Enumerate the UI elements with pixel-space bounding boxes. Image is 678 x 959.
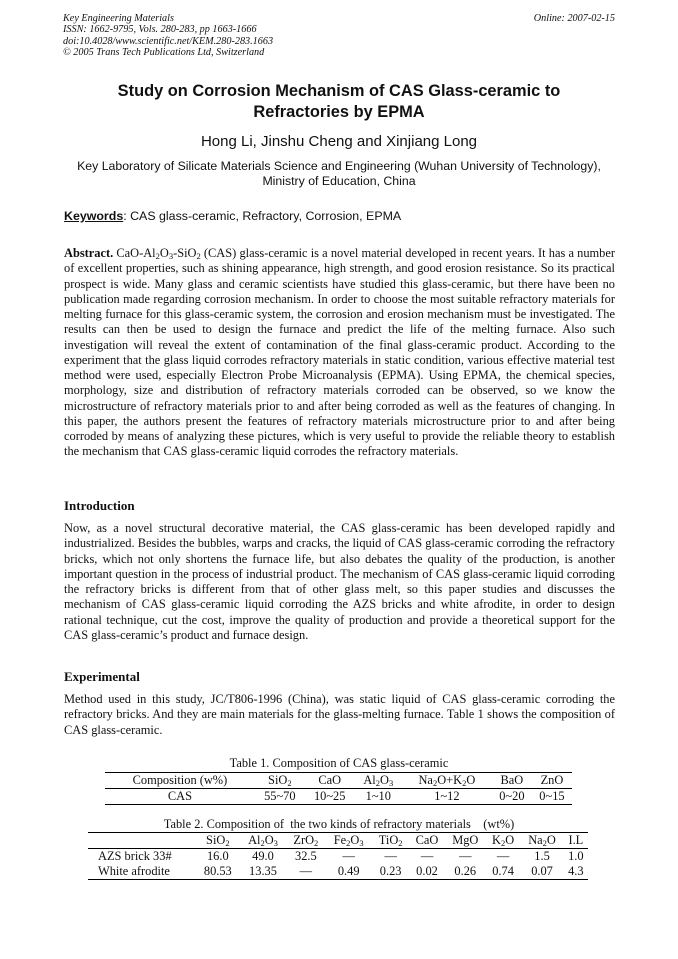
- table-cell: 55~70: [264, 789, 296, 803]
- table-cell: 1~10: [365, 789, 391, 803]
- paper-title: [64, 81, 614, 123]
- table-cell: 0~15: [539, 789, 565, 803]
- keywords-text: CAS glass-ceramic, Refractory, Corrosion, EPMA: [130, 209, 402, 223]
- table-cell: 0~20: [499, 789, 525, 803]
- table1-header-cell: SiO$_2$: [255, 773, 305, 789]
- table-cell: 10~25: [313, 789, 346, 803]
- authors: Hong Li, Jinshu Cheng and Xinjiang Long: [200, 133, 478, 150]
- experimental-heading: Experimental: [64, 669, 140, 684]
- table1-caption: Table 1. Composition of CAS glass-ceramic: [229, 756, 449, 770]
- table2-header-cell: $K_2O$: [486, 833, 521, 849]
- affiliation: [40, 159, 638, 190]
- table-cell: 16.0: [206, 849, 229, 863]
- table2-header-cell: $Na_2O$: [520, 833, 563, 849]
- table-cell: 0.49: [337, 864, 360, 878]
- table-cell: 32.5: [295, 849, 317, 863]
- table-row: [88, 849, 588, 865]
- table-cell: —: [299, 864, 313, 878]
- introduction-text: Now, as a novel structural decorative material, the CAS glass-ceramic has been developed rapidly and industrialized. Besides the bubbles, warps and cracks, the liquid of CAS glass-ceramic corroding the refractory bricks, which not only shortens the furnace life, but also debates the quality of the production, is another important question in the process of industrial product. The mechanism of CAS glass-ceramic liquid corroding the refractory bricks is different from that of other glass melt, so this paper studies and discusses the mechanism of CAS glass-ceramic liquid corroding the AZS bricks and white afrodite, in order to design rational technique, cut the cost, improve the quality of production and provide a theoretical support for the CAS glass-ceramic’s product and furnace design.: [64, 521, 615, 642]
- table2-header-cell: $Fe_2O_3$: [325, 833, 372, 849]
- table-cell: 0.74: [492, 864, 514, 878]
- table-cell: —: [342, 849, 355, 863]
- table1-header-cell: Composition (w%): [105, 773, 255, 789]
- introduction-heading: Introduction: [64, 498, 135, 513]
- table-cell: —: [384, 849, 397, 863]
- table-cell: —: [496, 849, 510, 863]
- table2-caption: Table 2. Composition of the two kinds of refractory materials (wt%): [163, 817, 515, 831]
- table2-header-cell: SiO$_2$: [196, 833, 240, 849]
- title-line-1: Study on Corrosion Mechanism of CAS Glass-ceramic to: [117, 82, 561, 100]
- table-cell: 0.23: [379, 864, 402, 878]
- abstract-formula: CaO-$Al_2O_3-SiO_2$: [116, 246, 201, 261]
- issn-line: ISSN: 1662-9795, Vols. 280-283, pp 1663-1666: [63, 24, 257, 36]
- table2-header-cell: TiO$_2$: [372, 833, 409, 849]
- keywords: Keywords: CAS glass-ceramic, Refractory, Corrosion, EPMA: [64, 209, 402, 223]
- table-row-label: AZS brick 33#: [98, 849, 172, 863]
- table2-header-cell: ZrO$_2$: [286, 833, 325, 849]
- table-cell: 0.07: [531, 864, 553, 878]
- abstract-label: Abstract.: [64, 246, 114, 260]
- title-line-2: Refractories by EPMA: [253, 103, 425, 121]
- experimental-text: Method used in this study, JC/T806-1996 (China), was static liquid of CAS glass-ceramic corroding the refractory bricks. And they are main materials for the glass-melting furnace. Table 1 shows the composition of CAS glass-ceramic.: [64, 692, 615, 737]
- table-cell: 1.5: [534, 849, 550, 863]
- affiliation-line-2: Ministry of Education, China: [262, 174, 416, 189]
- table-row-label: White afrodite: [98, 864, 170, 878]
- table1-header-row: [105, 773, 572, 789]
- abstract-text: (CAS) glass-ceramic is a novel material developed in recent years. It has a number of excellent properties, such as shining appearance, high strength, and good erosion resistance. So its practical prospect is wide. Many glass and ceramic scientists have studied this glass-ceramic, but there have been no publication made regarding corrosion mechanism. In order to choose the most suitable refractory materials for melting furnace for this glass-ceramic system, the corrosion and erosion mechanism must be investigated. The results can then be used to design the furnace and predict the life of the melting furnace. Also such investigation will reveal the extent of contamination of the final glass-ceramic product. According to the experiment that the glass liquid corrodes refractory materials in static condition, various effective material test method were used, especially Electron Probe Microanalysis (EPMA). Using EPMA, the chemical species, morphology, size and distribution of refractory materials corroded can be observed, so we know the microstructure of refractory materials prior to and after being corroded as well as the features of changing. In this paper, the authors present the features of refractory materials microstructure prior to and after being corroded by means of analyzing these pictures, which is very useful to provide the reliable theory to establish the mechanism that CAS glass-ceramic liquid corrodes the refractory materials.: [64, 246, 615, 459]
- table1-header-cell: ZnO: [532, 773, 572, 789]
- table2-header-cell: [88, 833, 196, 849]
- table-cell: 0.26: [454, 864, 477, 878]
- table-cell: 1~12: [434, 789, 460, 803]
- table-cell: 49.0: [252, 849, 274, 863]
- online-date: Online: 2007-02-15: [533, 13, 615, 24]
- table-cell: 1.0: [568, 849, 584, 863]
- table2-header-cell: MgO: [445, 833, 486, 849]
- table2-header-cell: CaO: [409, 833, 445, 849]
- journal-name: Key Engineering Materials: [63, 13, 174, 24]
- table-row: [105, 789, 572, 805]
- table2-header-cell: I.L: [564, 833, 588, 849]
- table-cell: 4.3: [568, 864, 584, 878]
- abstract: [64, 246, 615, 460]
- table1-header-cell: BaO: [492, 773, 532, 789]
- journal-header: [63, 13, 615, 58]
- table-cell: —: [459, 849, 472, 863]
- doi-line: doi:10.4028/www.scientific.net/KEM.280-283.1663: [63, 35, 274, 47]
- table-cell: 80.53: [203, 864, 232, 878]
- copyright-line: © 2005 Trans Tech Publications Ltd, Switzerland: [63, 46, 265, 58]
- table-cell: CAS: [167, 789, 192, 803]
- table2-header-row: [88, 833, 588, 849]
- table2: [88, 832, 588, 880]
- table1: [105, 772, 572, 805]
- table-row: [88, 864, 588, 880]
- table2-header-cell: $Al_2O_3$: [240, 833, 287, 849]
- table-cell: 13.35: [249, 864, 277, 878]
- table1-header-cell: CaO: [305, 773, 355, 789]
- table1-header-cell: $Al_2O_3$: [355, 773, 402, 789]
- table-cell: —: [420, 849, 434, 863]
- affiliation-line-1: Key Laboratory of Silicate Materials Science and Engineering (Wuhan University of Technology),: [77, 159, 601, 173]
- keywords-label: Keywords: [64, 209, 124, 223]
- table1-header-cell: $Na_2O+K_2O$: [402, 773, 492, 789]
- table-cell: 0.02: [416, 864, 438, 878]
